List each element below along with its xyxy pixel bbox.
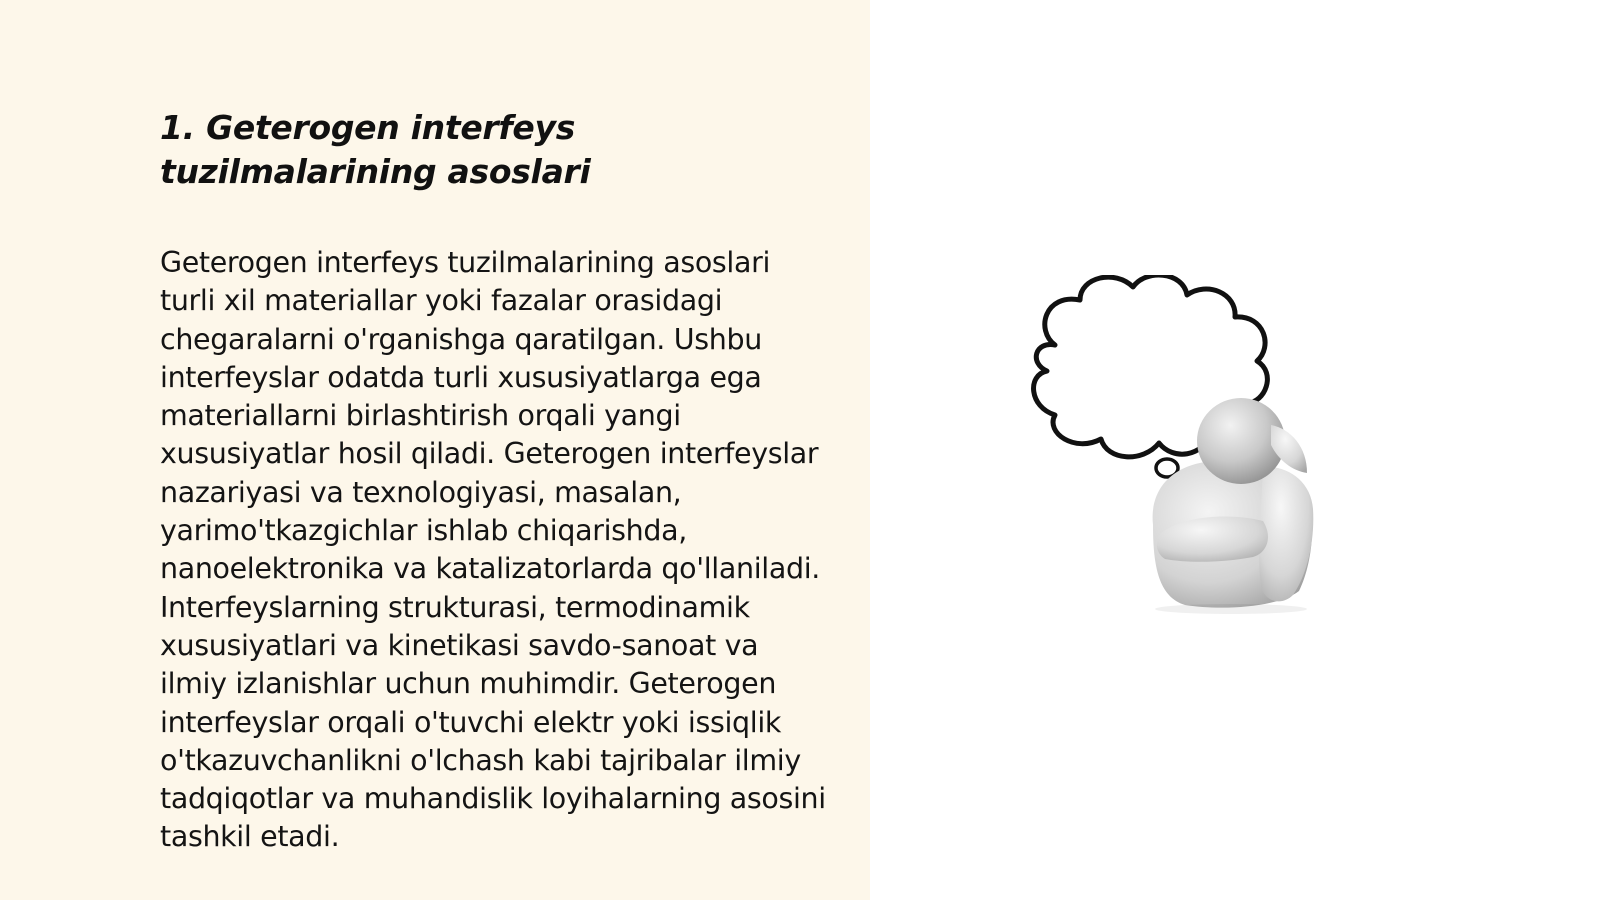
thinking-person-with-thought-bubble-icon bbox=[1025, 275, 1355, 615]
slide-body-text: Geterogen interfeys tuzilmalarining asoslari turli xil materiallar yoki fazalar orasidagi chegaralarni o'rganishga qaratilgan. Ushbu interfeyslar odatda turli xususiyatlarga ega materiallarni birlashtirish orqali yangi xususiyatlar hosil qiladi. Geterogen interfeyslar nazariyasi va texnologiyasi, masalan, yarimo'tkazgichlar ishlab chiqarishda, nanoelektronika va katalizatorlarda qo'llaniladi. Interfeyslarning strukturasi, termodinamik xususiyatlari va kinetikasi savdo-sanoat va ilmiy izlanishlar uchun muhimdir. Geterogen interfeyslar orqali o'tuvchi elektr yoki issiqlik o'tkazuvchanlikni o'lchash kabi tajribalar ilmiy tadqiqotlar va muhandislik loyihalarning asosini tashkil etadi. bbox=[160, 246, 826, 854]
slide-title: 1. Geterogen interfeys tuzilmalarining asoslari bbox=[160, 108, 591, 191]
